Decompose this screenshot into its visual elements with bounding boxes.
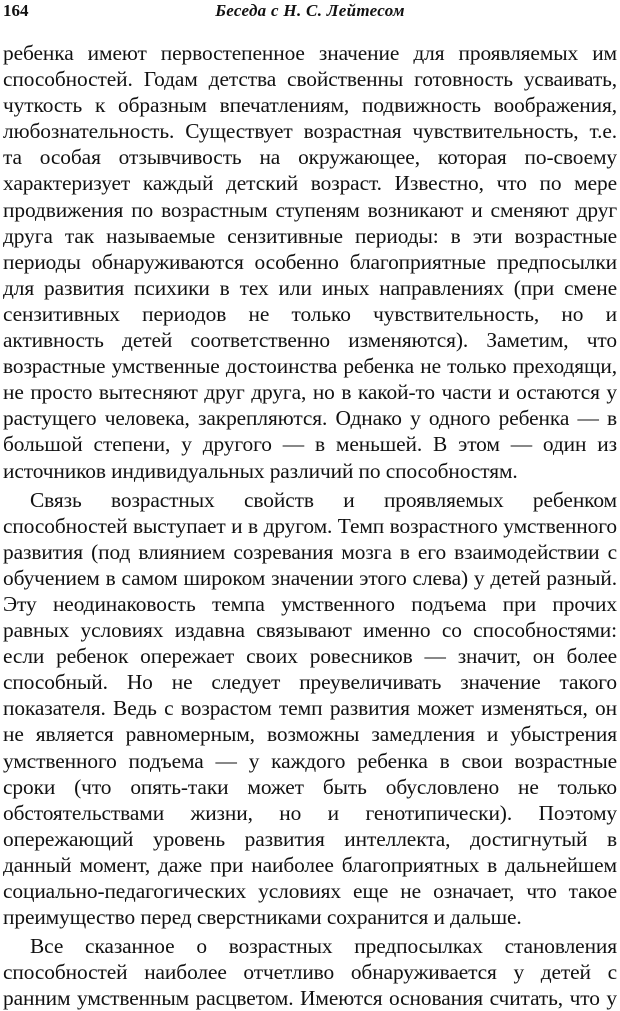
paragraph-2: Связь возрастных свойств и проявляемых ребенком способностей выступает и в другом. Темп возрастного умственного развития (под влиянием созревания мозга в его взаимодействии с обучением в самом широком значении этого слева) у детей разный. Эту неодинаковость темпа умственного подъема при прочих равных условиях издавна связывают именно со способностями: если ребенок опережает своих ровесников — значит, он более способный. Но не следует преувеличивать значение такого показателя. Ведь с возрастом темп развития может изменяться, он не является равномерным, возможны замедления и убыстрения умственного подъема — у каждого ребенка в свои возрастные сроки (что опять-таки может быть обусловлено не только обстоятельствами жизни, но и генотипически). Поэтому опережающий уровень развития интеллекта, достигнутый в данный момент, даже при наиболее благоприятных в дальнейшем социально-педагогических условиях еще не означает, что такое преимущество перед сверстниками сохранится и дальше. [3, 487, 617, 930]
page-header [0, 0, 620, 26]
page-body [3, 40, 617, 1011]
paragraph-3: Все сказанное о возрастных предпосылках становления способностей наиболее отчетливо обнаруживается у детей с ранним умственным расцветом. Имеются основания считать, что у [3, 934, 617, 1011]
running-title: Беседа с Н. С. Лейтесом [215, 1, 405, 20]
paragraph-1: ребенка имеют первостепенное значение для проявляемых им способностей. Годам детства свойственны готовность усваивать, чуткость к образным впечатлениям, подвижность воображения, любознательность. Существует возрастная чувствительность, т.е. та особая отзывчивость на окружающее, которая по-своему характеризует каждый детский возраст. Известно, что по мере продвижения по возрастным ступеням возникают и сменяют друг друга так называемые сензитивные периоды: в эти возрастные периоды обнаруживаются особенно благоприятные предпосылки для развития психики в тех или иных направлениях (при смене сензитивных периодов не только чувствительность, но и активность детей соответственно изменяются). Заметим, что возрастные умственные достоинства ребенка не только преходящи, не просто вытесняют друг друга, но в какой-то части и остаются у растущего человека, закрепляются. Однако у одного ребенка — в большой степени, у другого — в меньшей. В этом — один из источников индивидуальных различий по способностям. [3, 41, 617, 483]
page-number: 164 [3, 1, 29, 20]
